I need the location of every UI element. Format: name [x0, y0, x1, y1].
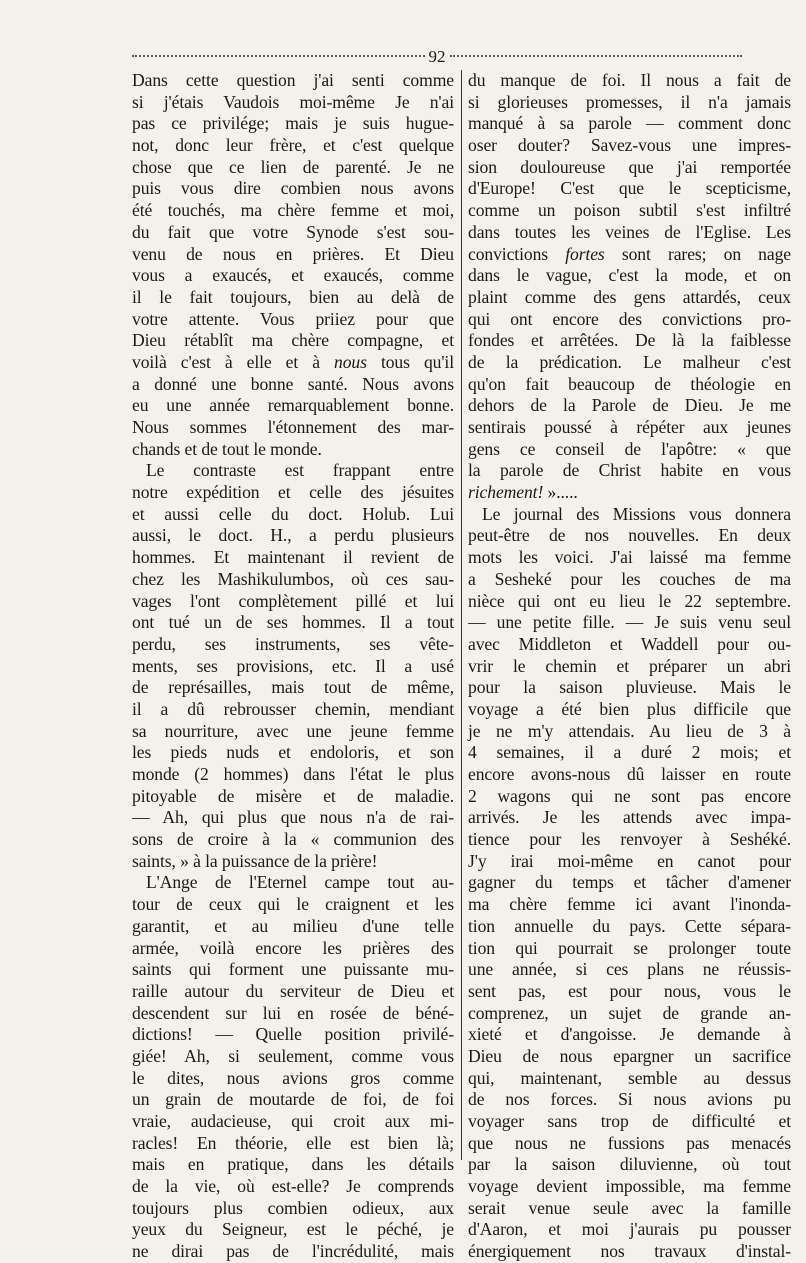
text-line: sion douloureuse que j'ai remportée [468, 156, 791, 177]
text-line: tion qui pourrait se prolonger toute [468, 937, 791, 958]
text-line: armée, voilà encore les prières des [132, 937, 454, 958]
text-line: ma chère femme ici avant l'inonda- [468, 894, 791, 915]
text-line: qu'on fait beaucoup de théologie en [468, 373, 791, 394]
text-line: Dieu de nous epargner un sacrifice [468, 1045, 791, 1066]
text-line: avec Middleton et Waddell pour ou- [468, 633, 791, 654]
text-line: xieté et d'angoisse. Je demande à [468, 1024, 791, 1045]
right-column [468, 70, 791, 1262]
text-line: peut-être de nos nouvelles. En deux [468, 525, 791, 546]
text-line: dehors de la Parole de Dieu. Je me [468, 395, 791, 416]
text-line: voilà c'est à elle et à nous tous qu'il [132, 351, 454, 372]
text-line: manqué à sa parole — comment donc [468, 113, 791, 134]
text-line: fondes et arrêtées. De là la faiblesse [468, 330, 791, 351]
text-line: Dieu rétablît ma chère compagne, et [132, 330, 454, 351]
text-line: racles! En théorie, elle est bien là; [132, 1132, 454, 1153]
text-line: pitoyable de misère et de maladie. [132, 785, 454, 806]
text-line: — Ah, qui plus que nous n'a de rai- [132, 807, 454, 828]
text-line: arrivés. Je les attends avec impa- [468, 807, 791, 828]
page-number: 92 [428, 46, 446, 66]
text-line: Dans cette question j'ai senti comme [132, 70, 454, 90]
text-line: giée! Ah, si seulement, comme vous [132, 1045, 454, 1066]
text-line: encore avons-nous dû laisser en route [468, 764, 791, 784]
text-line: mais en pratique, dans les détails [132, 1154, 454, 1175]
text-line: descendent sur lui en rosée de béné- [132, 1002, 454, 1023]
column-divider [461, 70, 462, 1160]
text-line: énergiquement nos travaux d'instal- [468, 1241, 791, 1262]
text-line: il a dû rebrousser chemin, mendiant [132, 698, 454, 719]
text-line: pour la saison pluvieuse. Mais le [468, 677, 791, 698]
text-line: — une petite fille. — Je suis venu seul [468, 612, 791, 633]
text-line: J'y irai moi-même en canot pour [468, 850, 791, 871]
running-header [132, 44, 742, 68]
text-line: plaint comme des gens attardés, ceux [468, 286, 791, 307]
text-line: de représailles, mais tout de même, [132, 677, 454, 698]
text-line: dictions! — Quelle position privilé- [132, 1024, 454, 1045]
text-line: de nos forces. Si nous avions pu [468, 1089, 791, 1110]
text-line: aussi, le doct. H., a perdu plusieurs [132, 525, 454, 546]
text-line: de la prédication. Le malheur c'est [468, 351, 791, 372]
text-line: ments, ses provisions, etc. Il a usé [132, 655, 454, 676]
text-line: tour de ceux qui le craignent et les [132, 894, 454, 915]
text-line: sa nourriture, avec une jeune femme [132, 720, 454, 741]
text-line: yeux du Seigneur, est le péché, je [132, 1219, 454, 1240]
text-line: convictions fortes sont rares; on nage [468, 243, 791, 264]
text-line: Le contraste est frappant entre [146, 460, 454, 481]
text-line: eu une année remarquablement bonne. [132, 395, 454, 416]
text-line: du fait que votre Synode s'est sou- [132, 221, 454, 242]
left-column [132, 70, 454, 1262]
text-line: vrir le chemin et préparer un abri [468, 655, 791, 676]
text-line: votre attente. Vous priiez pour que [132, 308, 454, 329]
text-line: tion annuelle du pays. Cette sépara- [468, 915, 791, 936]
text-line: saints qui forment une puissante mu- [132, 959, 454, 980]
text-line: gens ce conseil de l'apôtre: « que [468, 438, 791, 459]
text-line: sons de croire à la « communion des [132, 829, 454, 850]
text-line: Nous sommes l'étonnement des mar- [132, 417, 454, 437]
text-line: qui ont encore des convictions pro- [468, 308, 791, 329]
text-line: un grain de moutarde de foi, de foi [132, 1089, 454, 1110]
text-line: et aussi celle du doct. Holub. Lui [132, 503, 454, 524]
text-line: il le fait toujours, bien au delà de [132, 286, 454, 307]
text-line: Le journal des Missions vous donnera [482, 503, 791, 524]
text-line: 4 semaines, il a duré 2 mois; et [468, 742, 791, 763]
text-line: le dites, nous avions gros comme [132, 1067, 454, 1088]
text-line: raille autour du serviteur de Dieu et [132, 980, 454, 1001]
text-line: L'Ange de l'Eternel campe tout au- [146, 872, 454, 893]
text-line: si glorieuses promesses, il n'a jamais [468, 91, 791, 112]
text-line: not, donc leur frère, et c'est quelque [132, 135, 454, 156]
text-line: tience pour les renvoyer à Seshéké. [468, 829, 791, 850]
text-line: puis vous dire combien nous avons [132, 178, 454, 199]
text-line: chands et de tout le monde. [132, 438, 322, 459]
text-line: dans le vague, c'est la mode, et on [468, 265, 791, 286]
text-line: oser douter? Savez-vous une impres- [468, 135, 791, 156]
text-line: du manque de foi. Il nous a fait de [468, 70, 791, 90]
text-line: ont tué un de ses hommes. Il a tout [132, 612, 454, 633]
text-line: perdu, ses instruments, ses vête- [132, 633, 454, 654]
text-line: chose que ce lien de parenté. Je ne [132, 156, 454, 177]
text-line: de la vie, où est-elle? Je comprends [132, 1176, 454, 1197]
text-line: pas ce privilége; mais je suis hugue- [132, 113, 454, 134]
text-line: voyager sans trop de difficulté et [468, 1111, 791, 1131]
text-line: comprenez, un sujet de grande an- [468, 1002, 791, 1023]
text-line: vous a exaucés, et exaucés, comme [132, 265, 454, 286]
text-line: toujours plus combien odieux, aux [132, 1197, 454, 1218]
text-line: ne dirai pas de l'incrédulité, mais [132, 1241, 454, 1262]
text-line: richement! »..... [468, 482, 578, 503]
text-line: sentirais poussé à répéter aux jeunes [468, 417, 791, 437]
text-line: si j'étais Vaudois moi-même Je n'ai [132, 91, 454, 112]
text-line: comme un poison subtil s'est infiltré [468, 200, 791, 221]
text-line: voyage devient impossible, ma femme [468, 1176, 791, 1197]
text-line: a Sesheké pour les couches de ma [468, 568, 791, 589]
text-line: une année, si ces plans ne réussis- [468, 959, 791, 980]
header-rule-right [450, 55, 743, 57]
text-line: hommes. Et maintenant il revient de [132, 547, 454, 568]
text-line: la parole de Christ habite en vous [468, 460, 791, 481]
text-line: garantit, et au milieu d'une telle [132, 915, 454, 936]
text-line: d'Europe! C'est que le scepticisme, [468, 178, 791, 199]
text-line: chez les Mashikulumbos, où ces sau- [132, 568, 454, 589]
text-line: gagner du temps et tâcher d'amener [468, 872, 791, 893]
text-line: vraie, audacieuse, qui croit aux mi- [132, 1111, 454, 1131]
header-rule-left [132, 55, 425, 57]
text-line: nièce qui ont eu lieu le 22 septembre. [468, 590, 791, 611]
text-line: sent pas, est pour nous, vous le [468, 980, 791, 1001]
text-line: voyage a été bien plus difficile que [468, 698, 791, 719]
text-line: mots les voici. J'ai laissé ma femme [468, 547, 791, 568]
text-line: que nous ne fussions pas menacés [468, 1132, 791, 1153]
text-line: été touchés, ma chère femme et moi, [132, 200, 454, 221]
text-line: d'Aaron, et moi j'aurais pu pousser [468, 1219, 791, 1240]
text-line: dans toutes les veines de l'Eglise. Les [468, 221, 791, 242]
text-line: serait venue seule avec la famille [468, 1197, 791, 1218]
text-line: vages l'ont complètement pillé et lui [132, 590, 454, 611]
text-line: notre expédition et celle des jésuites [132, 482, 454, 503]
text-line: par la saison diluvienne, où tout [468, 1154, 791, 1175]
text-line: qui, maintenant, semble au dessus [468, 1067, 791, 1088]
text-line: venu de nous en prières. Et Dieu [132, 243, 454, 264]
text-line: les pieds nuds et endoloris, et son [132, 742, 454, 763]
text-line: saints, » à la puissance de la prière! [132, 850, 378, 871]
text-line: a donné une bonne santé. Nous avons [132, 373, 454, 394]
text-line: je ne m'y attendais. Au lieu de 3 à [468, 720, 791, 741]
text-line: 2 wagons qui ne sont pas encore [468, 785, 791, 806]
text-line: monde (2 hommes) dans l'état le plus [132, 764, 454, 784]
